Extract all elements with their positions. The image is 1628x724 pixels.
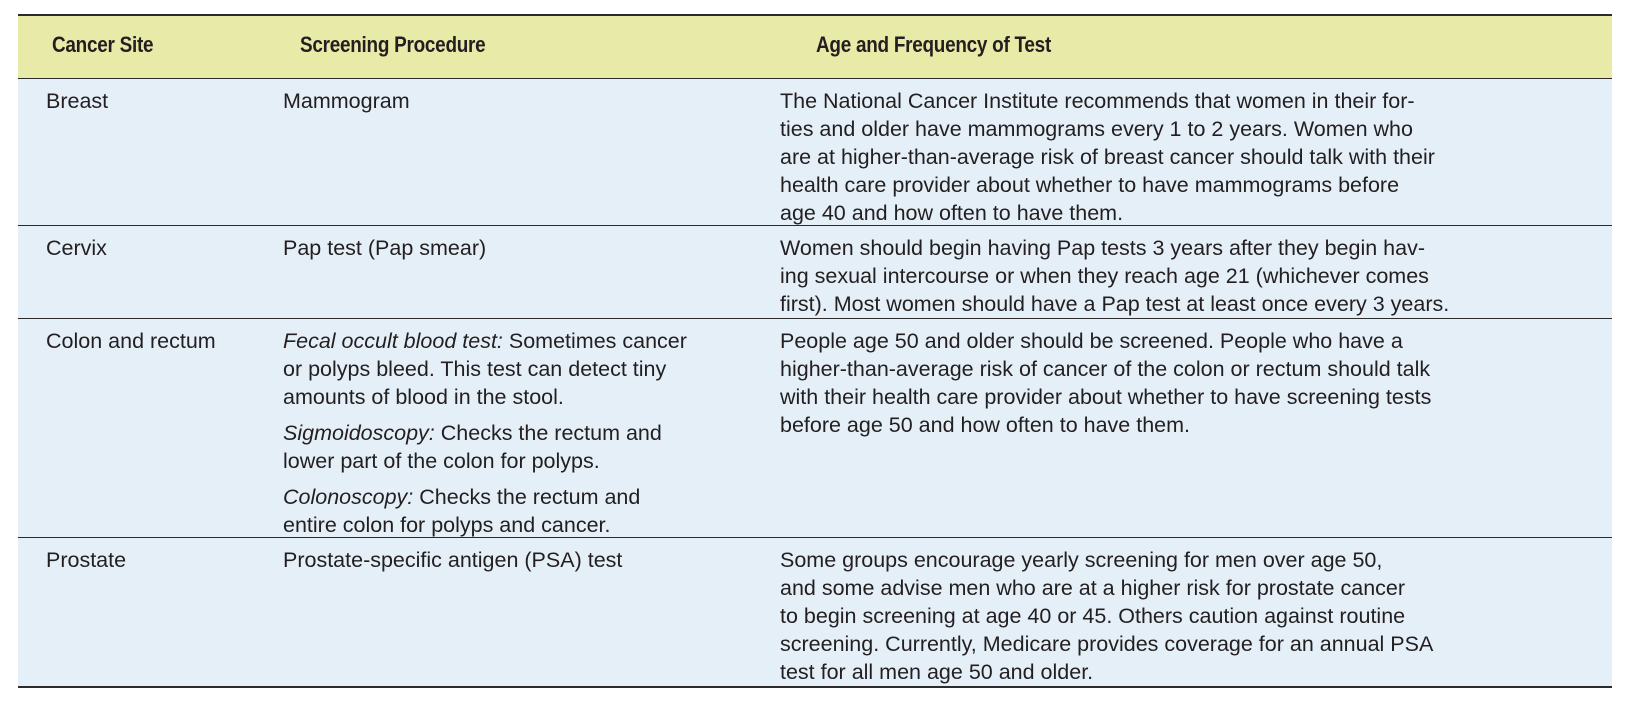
procedure-term: Fecal occult blood test: xyxy=(283,329,503,353)
cancer-site-cell: Prostate xyxy=(46,548,127,572)
frequency-line: and some advise men who are at a higher risk for prostate cancer xyxy=(780,576,1406,600)
screening-procedure-cell xyxy=(283,327,743,539)
table-row xyxy=(18,538,1612,686)
frequency-line: age 40 and how often to have them. xyxy=(780,201,1124,225)
procedure-fecal-occult xyxy=(283,327,743,411)
frequency-cell xyxy=(780,546,1550,686)
header-age-frequency: Age and Frequency of Test xyxy=(816,32,1051,57)
cancer-site-cell: Cervix xyxy=(46,236,107,260)
frequency-cell xyxy=(780,234,1550,318)
frequency-line: ties and older have mammograms every 1 to 2 years. Women who xyxy=(780,117,1413,141)
frequency-line: are at higher-than-average risk of breast cancer should talk with their xyxy=(780,145,1435,169)
procedure-colonoscopy xyxy=(283,483,743,539)
procedure-term: Sigmoidoscopy: xyxy=(283,421,435,445)
procedure-text: Mammogram xyxy=(283,89,410,113)
frequency-line: with their health care provider about whether to have screening tests xyxy=(780,385,1432,409)
procedure-desc-line: lower part of the colon for polyps. xyxy=(283,449,600,473)
procedure-desc-line: or polyps bleed. This test can detect tiny xyxy=(283,357,667,381)
table-row xyxy=(18,226,1612,319)
header-screening-procedure: Screening Procedure xyxy=(300,32,486,57)
procedure-desc-line: Checks the rectum and xyxy=(434,421,662,445)
frequency-cell xyxy=(780,87,1550,227)
frequency-line: Some groups encourage yearly screening for men over age 50, xyxy=(780,548,1383,572)
procedure-term: Colonoscopy: xyxy=(283,485,414,509)
frequency-line: test for all men age 50 and older. xyxy=(780,660,1094,684)
frequency-line: before age 50 and how often to have them. xyxy=(780,413,1190,437)
cancer-site-cell: Breast xyxy=(46,89,109,113)
screening-procedure-cell xyxy=(283,546,743,574)
procedure-text: Prostate-specific antigen (PSA) test xyxy=(283,548,623,572)
frequency-line: ing sexual intercourse or when they reach age 21 (whichever comes xyxy=(780,264,1429,288)
procedure-desc-line: Checks the rectum and xyxy=(413,485,641,509)
frequency-line: People age 50 and older should be screened. People who have a xyxy=(780,329,1403,353)
cancer-site-cell: Colon and rectum xyxy=(46,329,216,353)
procedure-desc-line: Sometimes cancer xyxy=(502,329,687,353)
procedure-desc-line: entire colon for polyps and cancer. xyxy=(283,513,611,537)
frequency-line: to begin screening at age 40 or 45. Others caution against routine xyxy=(780,604,1406,628)
procedure-text: Pap test (Pap smear) xyxy=(283,236,487,260)
procedure-desc-line: amounts of blood in the stool. xyxy=(283,385,564,409)
screening-procedure-cell xyxy=(283,87,743,115)
frequency-line: The National Cancer Institute recommends that women in their for- xyxy=(780,89,1415,113)
frequency-line: higher-than-average risk of cancer of the colon or rectum should talk xyxy=(780,357,1431,381)
table-row xyxy=(18,319,1612,538)
table-header-row xyxy=(18,16,1612,79)
frequency-line: first). Most women should have a Pap test at least once every 3 years. xyxy=(780,292,1450,316)
screening-procedure-cell xyxy=(283,234,743,262)
cancer-screening-table xyxy=(18,14,1612,688)
header-cancer-site: Cancer Site xyxy=(52,32,154,57)
procedure-sigmoidoscopy xyxy=(283,419,743,475)
frequency-line: health care provider about whether to have mammograms before xyxy=(780,173,1400,197)
frequency-line: Women should begin having Pap tests 3 years after they begin hav- xyxy=(780,236,1425,260)
frequency-line: screening. Currently, Medicare provides coverage for an annual PSA xyxy=(780,632,1434,656)
frequency-cell xyxy=(780,327,1550,439)
table-row xyxy=(18,79,1612,226)
